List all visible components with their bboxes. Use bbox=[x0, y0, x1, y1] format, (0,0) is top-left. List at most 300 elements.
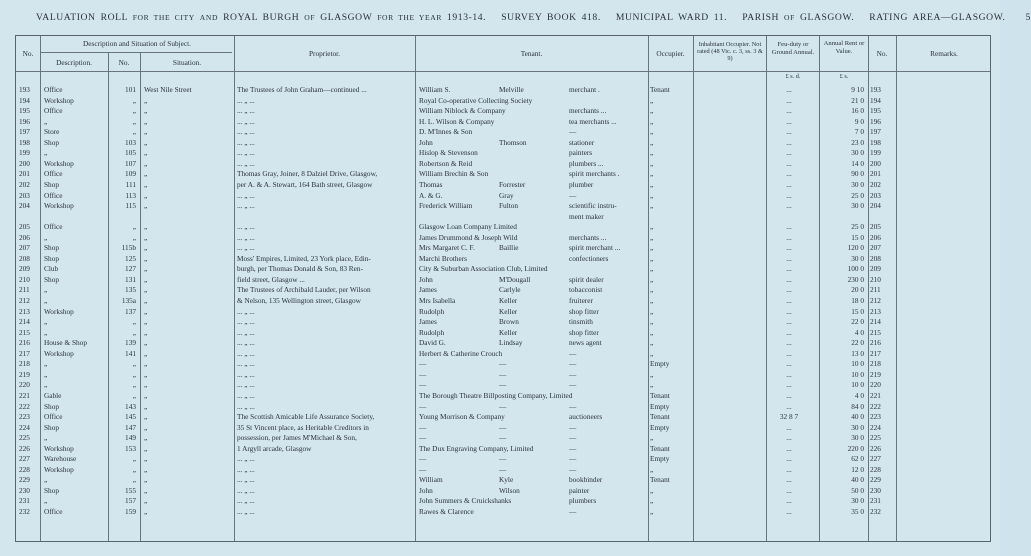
occupier-cell: „ bbox=[650, 264, 654, 274]
situation-cell: „ bbox=[144, 285, 148, 295]
tenant-occupation-cell: — bbox=[569, 348, 577, 358]
occupier-cell: „ bbox=[650, 274, 654, 284]
annual-rent-cell: 12 0 bbox=[851, 464, 864, 474]
row-number-right: 221 bbox=[870, 390, 881, 400]
header-description-group: Description and Situation of Subject. bbox=[82, 39, 192, 48]
tenant-occupation-cell: tea merchants ... bbox=[569, 116, 617, 126]
occupier-cell: „ bbox=[650, 296, 654, 305]
table-row bbox=[16, 328, 992, 339]
situation-cell: „ bbox=[144, 179, 148, 189]
feu-duty-cell: ... bbox=[786, 296, 792, 305]
occupier-cell: „ bbox=[650, 127, 654, 137]
description-cell: House & Shop bbox=[44, 338, 87, 348]
annual-rent-cell: 10 0 bbox=[851, 359, 864, 369]
occupier-cell: „ bbox=[650, 338, 654, 348]
tenant-name-cell: City & Suburban Association Club, Limited bbox=[419, 264, 548, 274]
table-row bbox=[16, 338, 992, 349]
street-number-cell: 143 bbox=[125, 401, 136, 411]
row-number-right: 212 bbox=[870, 296, 881, 305]
tenant-name-cell: Hislop & Stevenson bbox=[419, 148, 478, 158]
row-number-right: 231 bbox=[870, 496, 881, 506]
tenant-occupation-cell: merchants ... bbox=[569, 232, 607, 242]
title-and: AND bbox=[199, 13, 219, 22]
feu-duty-cell: ... bbox=[786, 127, 792, 137]
table-row bbox=[16, 507, 992, 518]
situation-cell: „ bbox=[144, 106, 148, 116]
row-number-right: 232 bbox=[870, 507, 881, 516]
tenant-surname-cell: Carlyle bbox=[499, 285, 521, 295]
feu-duty-cell: ... bbox=[786, 190, 792, 200]
occupier-cell: „ bbox=[650, 190, 654, 200]
description-cell: Shop bbox=[44, 179, 60, 189]
row-number-right: 194 bbox=[870, 95, 881, 105]
description-cell: Workshop bbox=[44, 348, 74, 358]
tenant-occupation-cell: spirit merchant ... bbox=[569, 243, 621, 253]
situation-cell: „ bbox=[144, 317, 148, 327]
street-number-cell: „ bbox=[132, 327, 136, 337]
tenant-occupation-cell: plumber bbox=[569, 179, 594, 189]
annual-rent-cell: 25 0 bbox=[851, 222, 864, 232]
header-proprietor: Proprietor. bbox=[308, 49, 340, 58]
tenant-occupation-cell: tobacconist bbox=[569, 285, 603, 295]
proprietor-cell: ... „ ... bbox=[237, 148, 255, 158]
annual-rent-cell: 15 0 bbox=[851, 306, 864, 316]
tenant-occupation-cell: painters bbox=[569, 148, 593, 158]
row-number: 218 bbox=[19, 359, 30, 369]
description-cell: „ bbox=[44, 496, 48, 506]
table-row bbox=[16, 201, 992, 212]
feu-duty-cell: ... bbox=[786, 348, 792, 358]
occupier-cell: „ bbox=[650, 179, 654, 189]
feu-duty-cell: ... bbox=[786, 264, 792, 274]
annual-rent-cell: 84 0 bbox=[851, 401, 864, 411]
feu-duty-cell: ... bbox=[786, 169, 792, 179]
proprietor-cell: ... „ ... bbox=[237, 369, 255, 379]
tenant-occupation-cell: news agent bbox=[569, 338, 602, 348]
street-number-cell: 155 bbox=[125, 485, 136, 495]
table-row bbox=[16, 148, 992, 159]
tenant-name-cell: John bbox=[419, 137, 433, 147]
situation-cell: „ bbox=[144, 243, 148, 253]
proprietor-cell: ... „ ... bbox=[237, 232, 255, 242]
row-number: 209 bbox=[19, 264, 30, 274]
table-row bbox=[16, 307, 992, 318]
occupier-cell: „ bbox=[650, 253, 654, 263]
situation-cell: West Nile Street bbox=[144, 85, 192, 94]
occupier-cell: „ bbox=[650, 327, 654, 337]
row-number: 208 bbox=[19, 253, 30, 263]
tenant-surname-cell: — bbox=[499, 359, 507, 369]
title-of-2: OF bbox=[784, 13, 795, 22]
table-row bbox=[16, 349, 992, 360]
annual-rent-cell: 30 0 bbox=[851, 422, 864, 432]
row-number-right: 205 bbox=[870, 222, 881, 232]
situation-cell: „ bbox=[144, 327, 148, 337]
proprietor-cell: 35 St Vincent place, as Heritable Creditors in bbox=[237, 422, 369, 432]
table-row bbox=[16, 475, 992, 486]
tenant-name-cell: — bbox=[419, 464, 427, 474]
tenant-occupation-cell: merchant . bbox=[569, 85, 600, 94]
proprietor-cell: ... „ ... bbox=[237, 158, 255, 168]
tenant-occupation-cell: merchants ... bbox=[569, 106, 607, 116]
tenant-surname-cell: Wilson bbox=[499, 485, 520, 495]
proprietor-cell: ... „ ... bbox=[237, 359, 255, 369]
tenant-occupation-cell: shop fitter bbox=[569, 306, 599, 316]
tenant-name-cell: — bbox=[419, 401, 427, 411]
table-row bbox=[16, 85, 992, 96]
tenant-occupation-cell: stationer bbox=[569, 137, 595, 147]
tenant-occupation-cell: — bbox=[569, 380, 577, 390]
street-number-cell: 105 bbox=[125, 148, 136, 158]
proprietor-cell: ... „ ... bbox=[237, 348, 255, 358]
street-number-cell: 111 bbox=[125, 179, 136, 189]
proprietor-cell: ... „ ... bbox=[237, 390, 255, 400]
occupier-cell: „ bbox=[650, 137, 654, 147]
occupier-cell: „ bbox=[650, 464, 654, 474]
situation-cell: „ bbox=[144, 338, 148, 348]
table-row bbox=[16, 275, 992, 286]
row-number: 200 bbox=[19, 158, 30, 168]
tenant-occupation-cell: — bbox=[569, 433, 577, 443]
title-rating-area: RATING AREA—GLASGOW. bbox=[869, 12, 1006, 23]
row-number: 196 bbox=[19, 116, 30, 126]
row-number-right: 213 bbox=[870, 306, 881, 316]
header-feu-duty: Feu-duty or Ground Annual. bbox=[771, 41, 815, 56]
row-number: 232 bbox=[19, 507, 30, 516]
annual-rent-cell: 220 0 bbox=[847, 443, 864, 453]
tenant-occupation-cell: — bbox=[569, 359, 577, 369]
proprietor-cell: ... „ ... bbox=[237, 137, 255, 147]
situation-cell: „ bbox=[144, 412, 148, 422]
description-cell: Office bbox=[44, 106, 63, 116]
tenant-occupation-cell: — bbox=[569, 454, 577, 464]
street-number-cell: „ bbox=[132, 359, 136, 369]
description-cell: „ bbox=[44, 296, 48, 305]
annual-rent-cell: 30 0 bbox=[851, 201, 864, 211]
proprietor-cell: ... „ ... bbox=[237, 401, 255, 411]
row-number: 223 bbox=[19, 412, 30, 422]
situation-cell: „ bbox=[144, 148, 148, 158]
occupier-cell: „ bbox=[650, 201, 654, 211]
description-cell: „ bbox=[44, 475, 48, 485]
tenant-occupation-cell: scientific instru- bbox=[569, 201, 617, 211]
street-number-cell: 103 bbox=[125, 137, 136, 147]
tenant-name-cell: John Summers & Cruickshanks bbox=[419, 496, 512, 506]
tenant-name-cell: Young Morrison & Company bbox=[419, 412, 505, 422]
table-row bbox=[16, 444, 992, 455]
situation-cell: „ bbox=[144, 232, 148, 242]
table-row bbox=[16, 296, 992, 307]
occupier-cell: „ bbox=[650, 232, 654, 242]
occupier-cell: Empty bbox=[650, 422, 670, 432]
occupier-cell: „ bbox=[650, 106, 654, 116]
situation-cell: „ bbox=[144, 95, 148, 105]
street-number-cell: „ bbox=[132, 464, 136, 474]
occupier-cell: Tenant bbox=[650, 475, 670, 485]
tenant-surname-cell: Keller bbox=[499, 327, 518, 337]
tenant-name-cell: — bbox=[419, 380, 427, 390]
situation-cell: „ bbox=[144, 369, 148, 379]
table-row bbox=[16, 486, 992, 497]
row-number: 219 bbox=[19, 369, 30, 379]
street-number-cell: 135a bbox=[121, 296, 136, 305]
tenant-occupation-cell: confectioners bbox=[569, 253, 609, 263]
table-row bbox=[16, 359, 992, 370]
tenant-occupation-cell: shop fitter bbox=[569, 327, 599, 337]
occupier-cell: Empty bbox=[650, 359, 670, 369]
feu-duty-cell: ... bbox=[786, 253, 792, 263]
tenant-name-cell: Mrs Isabella bbox=[419, 296, 456, 305]
description-cell: „ bbox=[44, 327, 48, 337]
situation-cell: „ bbox=[144, 401, 148, 411]
feu-duty-cell: ... bbox=[786, 380, 792, 390]
street-number-cell: 107 bbox=[125, 158, 136, 168]
street-number-cell: 149 bbox=[125, 433, 136, 443]
row-number-right: 214 bbox=[870, 317, 881, 327]
rent-units: £ s. bbox=[839, 73, 849, 80]
row-number-right: 195 bbox=[870, 106, 881, 116]
tenant-name-cell: James bbox=[419, 285, 437, 295]
description-cell: Workshop bbox=[44, 306, 74, 316]
feu-duty-cell: ... bbox=[786, 485, 792, 495]
description-cell: Workshop bbox=[44, 201, 74, 211]
description-cell: Shop bbox=[44, 243, 60, 253]
tenant-surname-cell: Keller bbox=[499, 306, 518, 316]
table-row bbox=[16, 243, 992, 254]
title-main: VALUATION ROLL bbox=[36, 12, 128, 23]
tenant-name-cell: John bbox=[419, 274, 433, 284]
street-number-cell: 101 bbox=[125, 85, 136, 94]
title-survey-book: SURVEY BOOK 418. bbox=[501, 12, 601, 23]
row-number: 212 bbox=[19, 296, 30, 305]
feu-duty-cell: ... bbox=[786, 475, 792, 485]
street-number-cell: 125 bbox=[125, 253, 136, 263]
table-row bbox=[16, 412, 992, 423]
tenant-occupation-cell: plumbers ... bbox=[569, 158, 604, 168]
tenant-surname-cell: Kyle bbox=[499, 475, 514, 485]
feu-duty-cell: ... bbox=[786, 390, 792, 400]
tenant-surname-cell: Brown bbox=[499, 317, 519, 327]
valuation-table bbox=[15, 35, 991, 542]
tenant-occupation-cell: — bbox=[569, 401, 577, 411]
tenant-name-cell: Rudolph bbox=[419, 306, 445, 316]
street-number-cell: 153 bbox=[125, 443, 136, 453]
street-number-cell: „ bbox=[132, 232, 136, 242]
proprietor-cell: ... „ ... bbox=[237, 496, 255, 506]
tenant-surname-cell: — bbox=[499, 433, 507, 443]
annual-rent-cell: 7 0 bbox=[854, 127, 864, 137]
row-number-right: 218 bbox=[870, 359, 881, 369]
description-cell: Shop bbox=[44, 253, 60, 263]
annual-rent-cell: 9 10 bbox=[851, 85, 864, 94]
description-cell: Office bbox=[44, 412, 63, 422]
tenant-occupation-cell: painter bbox=[569, 485, 590, 495]
street-number-cell: „ bbox=[132, 222, 136, 232]
tenant-name-cell: — bbox=[419, 454, 427, 464]
tenant-name-cell: Frederick William bbox=[419, 201, 473, 211]
tenant-surname-cell: Baillie bbox=[499, 243, 519, 253]
row-number: 230 bbox=[19, 485, 30, 495]
table-row bbox=[16, 285, 992, 296]
annual-rent-cell: 230 0 bbox=[847, 274, 864, 284]
tenant-name-cell: Herbert & Catherine Crouch bbox=[419, 348, 503, 358]
title-glasgow: GLASGOW bbox=[320, 12, 373, 23]
annual-rent-cell: 13 0 bbox=[851, 348, 864, 358]
row-number: 211 bbox=[19, 285, 30, 295]
row-number: 195 bbox=[19, 106, 30, 116]
situation-cell: „ bbox=[144, 422, 148, 432]
annual-rent-cell: 35 0 bbox=[851, 507, 864, 516]
feu-duty-cell: ... bbox=[786, 274, 792, 284]
street-number-cell: „ bbox=[132, 369, 136, 379]
table-row bbox=[16, 423, 992, 434]
annual-rent-cell: 10 0 bbox=[851, 369, 864, 379]
row-number-right: 220 bbox=[870, 380, 881, 390]
tenant-name-cell: Royal Co-operative Collecting Society bbox=[419, 95, 533, 105]
table-row bbox=[16, 465, 992, 476]
row-number: 206 bbox=[19, 232, 30, 242]
feu-duty-cell: ... bbox=[786, 285, 792, 295]
situation-cell: „ bbox=[144, 201, 148, 211]
occupier-cell: „ bbox=[650, 433, 654, 443]
proprietor-cell: The Trustees of Archibald Lauder, per Wilson bbox=[237, 285, 371, 295]
annual-rent-cell: 120 0 bbox=[847, 243, 864, 253]
feu-duty-cell: ... bbox=[786, 401, 792, 411]
feu-duty-cell: ... bbox=[786, 95, 792, 105]
situation-cell: „ bbox=[144, 443, 148, 453]
proprietor-cell: ... „ ... bbox=[237, 190, 255, 200]
proprietor-cell: ... „ ... bbox=[237, 243, 255, 253]
feu-duty-cell: ... bbox=[786, 179, 792, 189]
row-number-right: 210 bbox=[870, 274, 881, 284]
feu-duty-cell: ... bbox=[786, 369, 792, 379]
occupier-cell: „ bbox=[650, 496, 654, 506]
tenant-occupation-cell: — bbox=[569, 190, 577, 200]
situation-cell: „ bbox=[144, 348, 148, 358]
row-number-right: 207 bbox=[870, 243, 881, 253]
situation-cell: „ bbox=[144, 306, 148, 316]
row-number-right: 199 bbox=[870, 148, 881, 158]
table-row bbox=[16, 222, 992, 233]
table-row bbox=[16, 264, 992, 275]
title-of: OF bbox=[304, 13, 316, 22]
proprietor-cell: ... „ ... bbox=[237, 222, 255, 232]
occupier-cell: „ bbox=[650, 485, 654, 495]
row-number: 222 bbox=[19, 401, 30, 411]
occupier-cell: „ bbox=[650, 285, 654, 295]
feu-units: £ s. d. bbox=[785, 73, 801, 80]
tenant-name-cell: — bbox=[419, 369, 427, 379]
row-number: 227 bbox=[19, 454, 30, 464]
proprietor-cell: ... „ ... bbox=[237, 507, 255, 516]
tenant-name-cell: James Drummond & Joseph Wild bbox=[419, 232, 518, 242]
row-number-right: 203 bbox=[870, 190, 881, 200]
row-number: 226 bbox=[19, 443, 30, 453]
tenant-surname-cell: M'Dougall bbox=[499, 274, 531, 284]
tenant-name-cell: Rudolph bbox=[419, 327, 445, 337]
proprietor-cell: ... „ ... bbox=[237, 201, 255, 211]
row-number-right: 209 bbox=[870, 264, 881, 274]
feu-duty-cell: ... bbox=[786, 116, 792, 126]
street-number-cell: 145 bbox=[125, 412, 136, 422]
table-row bbox=[16, 370, 992, 381]
proprietor-cell: Moss' Empires, Limited, 23 York place, Edin- bbox=[237, 253, 371, 263]
header-number: No. bbox=[118, 58, 130, 67]
tenant-name-cell: Marchi Brothers bbox=[419, 253, 468, 263]
proprietor-cell: The Trustees of John Graham—continued ... bbox=[237, 85, 367, 94]
row-number: 213 bbox=[19, 306, 30, 316]
tenant-surname-cell: Thomson bbox=[499, 137, 527, 147]
header-tenant: Tenant. bbox=[520, 49, 543, 58]
annual-rent-cell: 25 0 bbox=[851, 190, 864, 200]
annual-rent-cell: 22 0 bbox=[851, 317, 864, 327]
tenant-name-cell: The Dux Engraving Company, Limited bbox=[419, 443, 534, 453]
row-number-right: 204 bbox=[870, 201, 881, 211]
situation-cell: „ bbox=[144, 137, 148, 147]
feu-duty-cell: ... bbox=[786, 106, 792, 116]
annual-rent-cell: 30 0 bbox=[851, 253, 864, 263]
street-number-cell: „ bbox=[132, 390, 136, 400]
tenant-name-cell: William Niblock & Company bbox=[419, 106, 506, 116]
situation-cell: „ bbox=[144, 116, 148, 126]
feu-duty-cell: ... bbox=[786, 464, 792, 474]
proprietor-cell: ... „ ... bbox=[237, 306, 255, 316]
occupier-cell: „ bbox=[650, 348, 654, 358]
tenant-name-cell: William Brechin & Son bbox=[419, 169, 489, 179]
occupier-cell: „ bbox=[650, 158, 654, 168]
annual-rent-cell: 16 0 bbox=[851, 106, 864, 116]
situation-cell: „ bbox=[144, 485, 148, 495]
row-number-right: 197 bbox=[870, 127, 881, 137]
street-number-cell: 139 bbox=[125, 338, 136, 348]
row-number-right: 217 bbox=[870, 348, 881, 358]
row-number-right: 215 bbox=[870, 327, 881, 337]
annual-rent-cell: 40 0 bbox=[851, 475, 864, 485]
situation-cell: „ bbox=[144, 127, 148, 137]
feu-duty-cell: ... bbox=[786, 85, 792, 94]
description-cell: Gable bbox=[44, 390, 62, 400]
tenant-name-cell: William S. bbox=[419, 85, 451, 94]
proprietor-cell: 1 Argyll arcade, Glasgow bbox=[237, 443, 312, 453]
annual-rent-cell: 50 0 bbox=[851, 485, 864, 495]
tenant-surname-cell: — bbox=[499, 422, 507, 432]
feu-duty-cell: ... bbox=[786, 243, 792, 253]
street-number-cell: 115 bbox=[125, 201, 136, 211]
row-number-right: 201 bbox=[870, 169, 881, 179]
proprietor-cell: per A. & A. Stewart, 164 Bath street, Glasgow bbox=[237, 179, 373, 189]
situation-cell: „ bbox=[144, 507, 148, 516]
title-royal-burgh: ROYAL BURGH bbox=[223, 12, 300, 23]
description-cell: Shop bbox=[44, 401, 60, 411]
annual-rent-cell: 20 0 bbox=[851, 285, 864, 295]
street-number-cell: 137 bbox=[125, 306, 136, 316]
header-no-2: No. bbox=[876, 49, 888, 58]
row-number: 221 bbox=[19, 390, 30, 400]
tenant-name-cell: — bbox=[419, 422, 427, 432]
tenant-surname-cell: Keller bbox=[499, 296, 518, 305]
feu-duty-cell: ... bbox=[786, 306, 792, 316]
table-row bbox=[16, 159, 992, 170]
street-number-cell: „ bbox=[132, 317, 136, 327]
street-number-cell: 157 bbox=[125, 496, 136, 506]
street-number-cell: 127 bbox=[125, 264, 136, 274]
description-cell: „ bbox=[44, 148, 48, 158]
proprietor-cell: burgh, per Thomas Donald & Son, 83 Ren- bbox=[237, 264, 363, 274]
situation-cell: „ bbox=[144, 169, 148, 179]
description-cell: Office bbox=[44, 222, 63, 232]
occupier-cell: „ bbox=[650, 222, 654, 232]
row-number-right: 219 bbox=[870, 369, 881, 379]
